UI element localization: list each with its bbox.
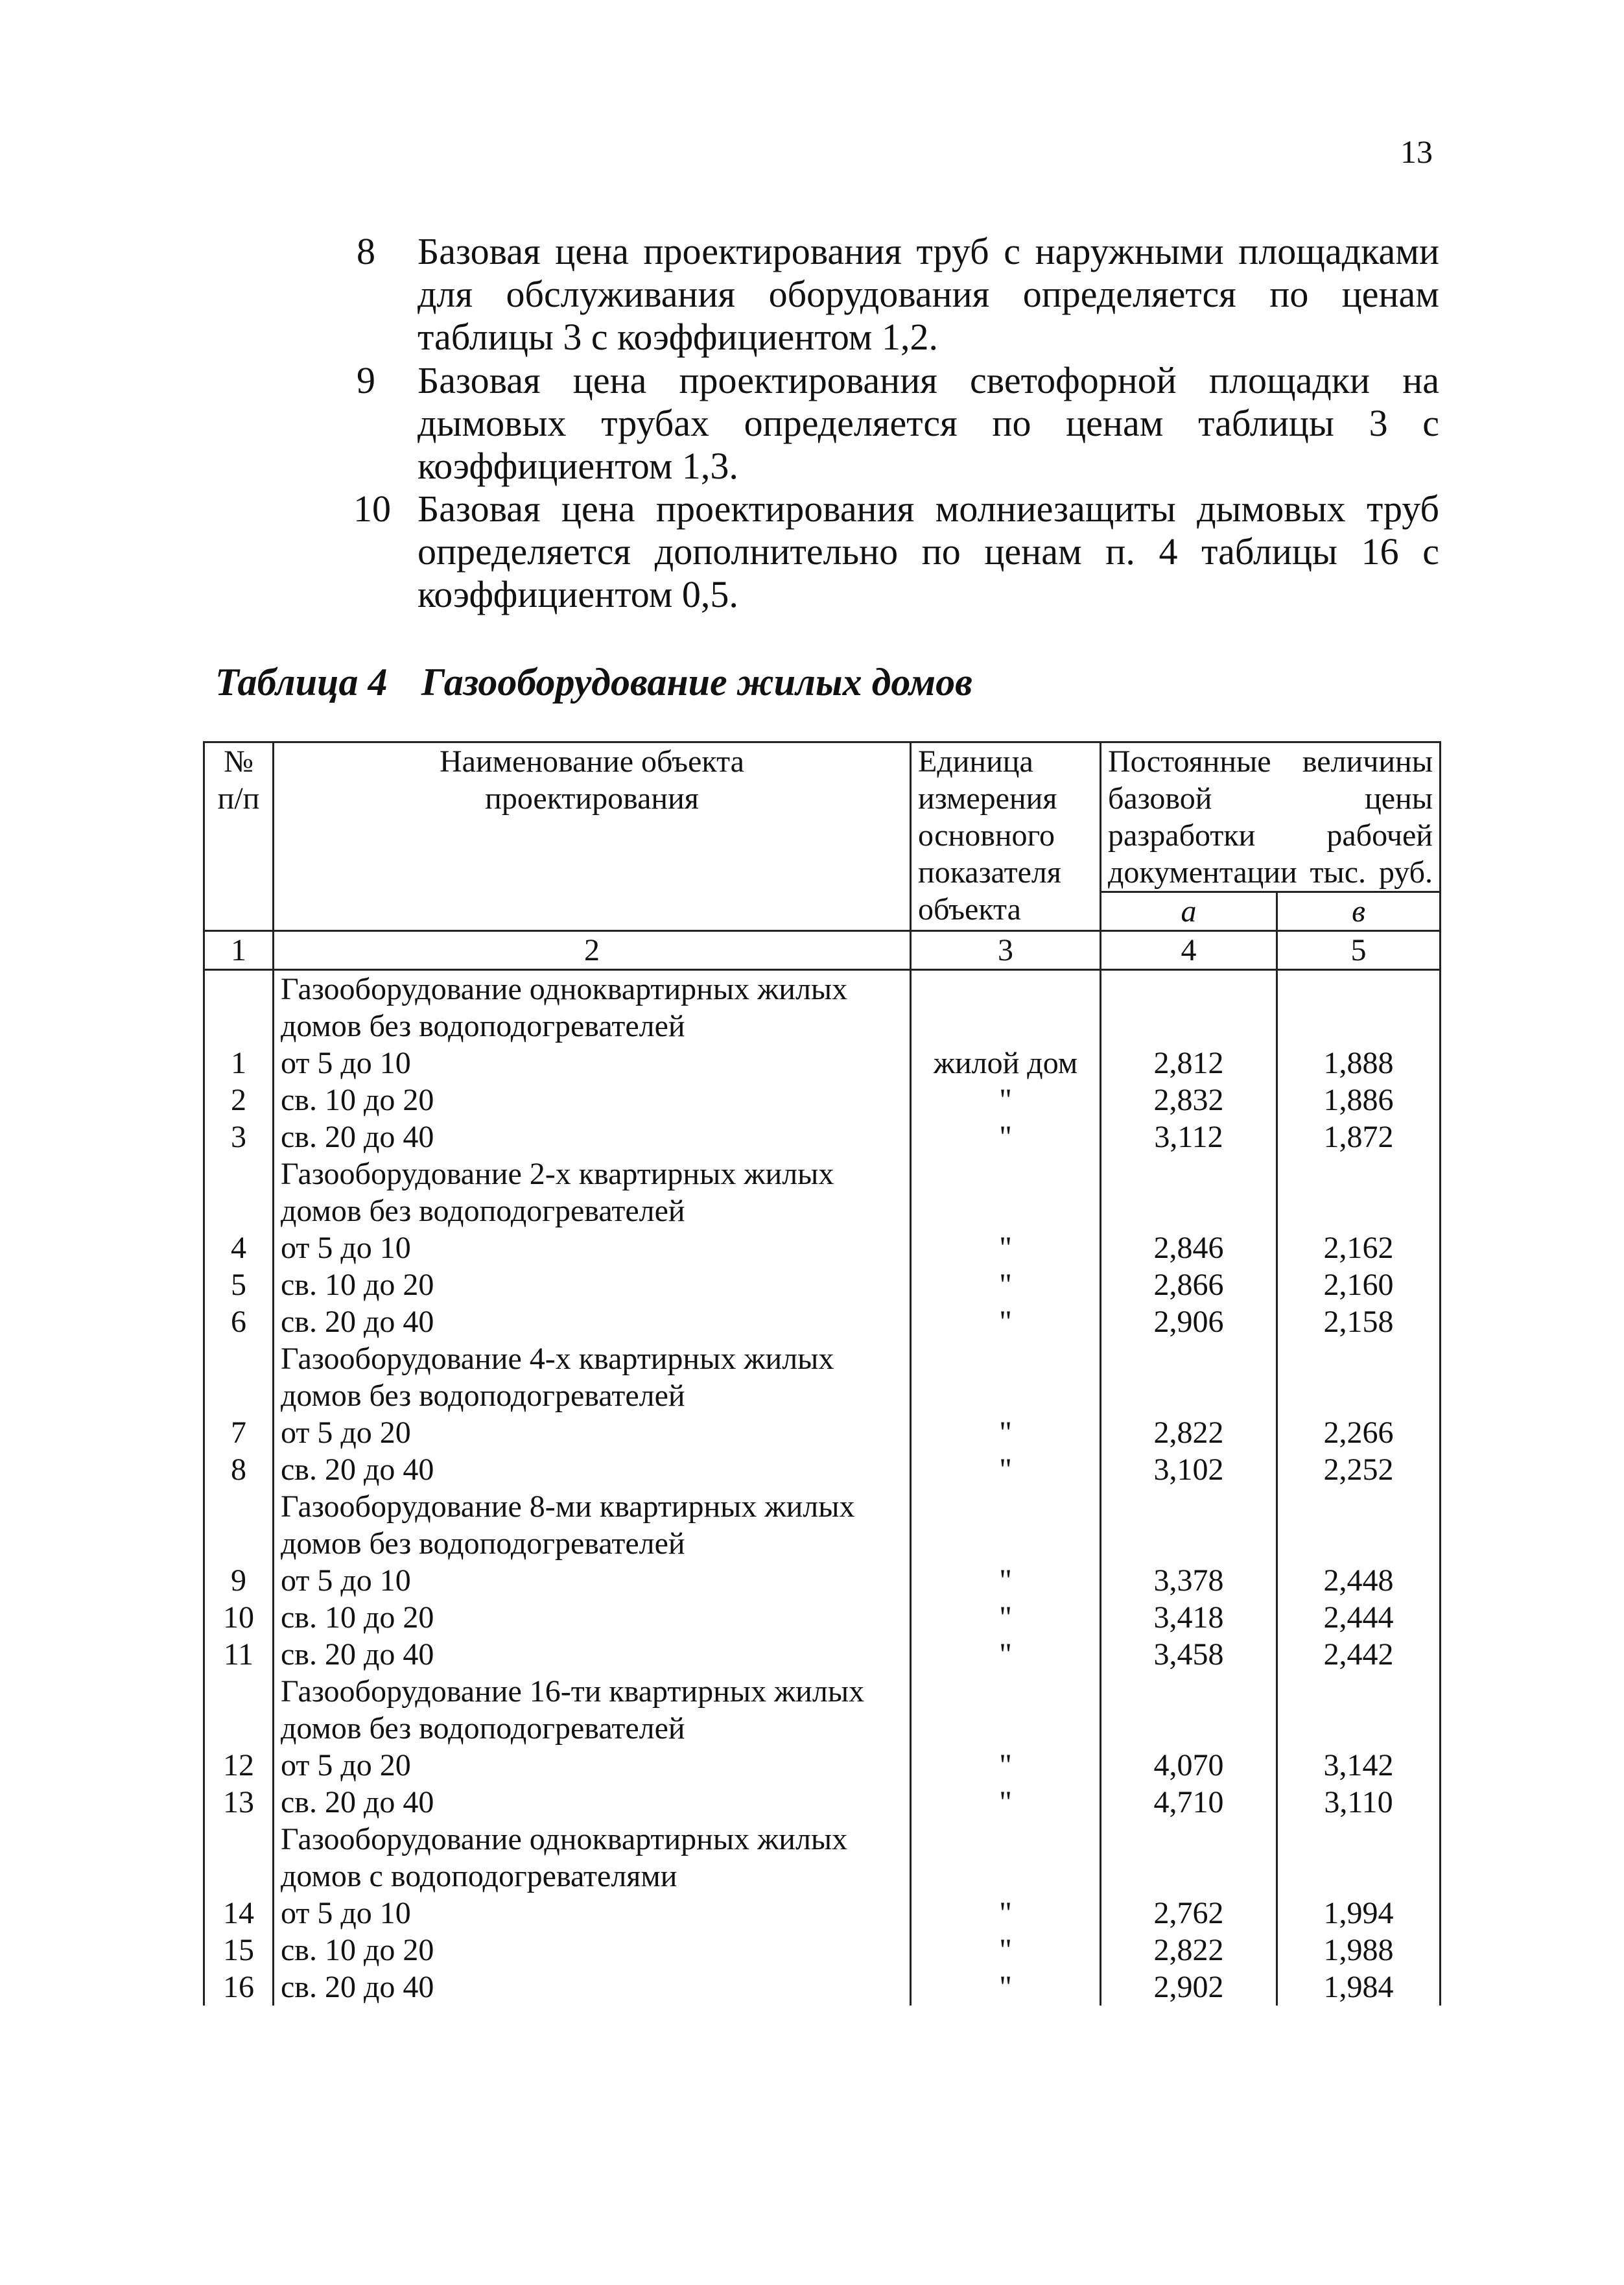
row-number xyxy=(204,970,274,1045)
row-value-a: 2,866 xyxy=(1101,1266,1277,1303)
row-name: св. 20 до 40 xyxy=(274,1303,911,1340)
table-row xyxy=(204,1636,1441,1673)
row-number: 7 xyxy=(204,1414,274,1451)
row-value-b: 1,994 xyxy=(1277,1895,1441,1932)
row-unit: " xyxy=(911,1119,1101,1155)
row-value-a: 2,906 xyxy=(1101,1303,1277,1340)
note-text: Базовая цена проектирования молниезащиты дымовых труб определяется дополнительно по ценам п. 4 таблицы 16 с коэффициентом 0,5. xyxy=(418,488,1439,615)
row-value-a: 2,822 xyxy=(1101,1414,1277,1451)
row-value-a: 3,418 xyxy=(1101,1599,1277,1636)
table-label: Таблица 4 xyxy=(215,661,388,704)
table-title: Газооборудование жилых домов xyxy=(421,661,972,704)
row-name: св. 10 до 20 xyxy=(274,1266,911,1303)
row-name: св. 20 до 40 xyxy=(274,1969,911,2006)
row-unit: " xyxy=(911,1414,1101,1451)
row-name: Газооборудование 16-ти квартирных жилых домов без водоподогревателей xyxy=(274,1673,911,1747)
table-row xyxy=(204,1932,1441,1969)
row-unit xyxy=(911,1155,1101,1229)
row-unit: " xyxy=(911,1636,1101,1673)
row-name: от 5 до 10 xyxy=(274,1562,911,1599)
row-name: св. 20 до 40 xyxy=(274,1636,911,1673)
row-value-a: 3,112 xyxy=(1101,1119,1277,1155)
table-row xyxy=(204,1747,1441,1784)
row-unit: " xyxy=(911,1229,1101,1266)
row-value-a xyxy=(1101,1340,1277,1414)
table-row xyxy=(204,1414,1441,1451)
row-value-b: 2,448 xyxy=(1277,1562,1441,1599)
table-row xyxy=(204,1266,1441,1303)
row-name: св. 20 до 40 xyxy=(274,1119,911,1155)
row-value-a: 3,102 xyxy=(1101,1451,1277,1488)
table-group-row xyxy=(204,1673,1441,1747)
table-row xyxy=(204,1895,1441,1932)
row-value-a: 3,458 xyxy=(1101,1636,1277,1673)
row-number: 16 xyxy=(204,1969,274,2006)
table-row xyxy=(204,1784,1441,1821)
table-row xyxy=(204,1451,1441,1488)
row-unit: " xyxy=(911,1895,1101,1932)
row-value-a xyxy=(1101,1155,1277,1229)
row-name: от 5 до 10 xyxy=(274,1895,911,1932)
row-value-a: 2,762 xyxy=(1101,1895,1277,1932)
table-caption xyxy=(215,660,972,705)
row-name: Газооборудование 2-х квартирных жилых домов без водоподогревателей xyxy=(274,1155,911,1229)
header-num: № п/п xyxy=(204,742,274,931)
col-index: 1 xyxy=(204,931,274,970)
col-index: 2 xyxy=(274,931,911,970)
row-number xyxy=(204,1488,274,1562)
row-value-b: 1,984 xyxy=(1277,1969,1441,2006)
row-number: 12 xyxy=(204,1747,274,1784)
row-value-a: 2,822 xyxy=(1101,1932,1277,1969)
header-values: Постоянные величины базовой цены разработки рабочей документации тыс. руб. xyxy=(1101,742,1441,892)
row-value-a: 2,846 xyxy=(1101,1229,1277,1266)
row-name: св. 10 до 20 xyxy=(274,1932,911,1969)
row-value-b: 2,442 xyxy=(1277,1636,1441,1673)
row-name: св. 10 до 20 xyxy=(274,1599,911,1636)
row-number xyxy=(204,1155,274,1229)
row-unit: " xyxy=(911,1562,1101,1599)
row-number xyxy=(204,1340,274,1414)
table-body xyxy=(204,970,1441,2006)
note-number: 10 xyxy=(353,488,391,530)
row-value-b: 3,110 xyxy=(1277,1784,1441,1821)
header-b: в xyxy=(1277,892,1441,931)
row-name: Газооборудование одноквартирных жилых домов без водоподогревателей xyxy=(274,970,911,1045)
row-number: 11 xyxy=(204,1636,274,1673)
row-value-b xyxy=(1277,1821,1441,1895)
row-unit: " xyxy=(911,1784,1101,1821)
row-value-b xyxy=(1277,970,1441,1045)
row-number: 9 xyxy=(204,1562,274,1599)
note-number: 9 xyxy=(357,359,375,401)
row-unit: жилой дом xyxy=(911,1045,1101,1082)
row-name: от 5 до 20 xyxy=(274,1414,911,1451)
row-value-b xyxy=(1277,1155,1441,1229)
header-a: а xyxy=(1101,892,1277,931)
table-group-row xyxy=(204,970,1441,1045)
col-index: 4 xyxy=(1101,931,1277,970)
row-value-a: 2,902 xyxy=(1101,1969,1277,2006)
row-name: св. 10 до 20 xyxy=(274,1082,911,1119)
table-row xyxy=(204,1045,1441,1082)
row-number: 10 xyxy=(204,1599,274,1636)
row-name: от 5 до 10 xyxy=(274,1045,911,1082)
row-value-b: 3,142 xyxy=(1277,1747,1441,1784)
table-row xyxy=(204,1119,1441,1155)
row-number: 13 xyxy=(204,1784,274,1821)
row-value-a: 3,378 xyxy=(1101,1562,1277,1599)
row-unit: " xyxy=(911,1932,1101,1969)
row-number: 5 xyxy=(204,1266,274,1303)
header-name: Наименование объекта проектирования xyxy=(274,742,911,931)
row-number: 3 xyxy=(204,1119,274,1155)
row-unit: " xyxy=(911,1266,1101,1303)
row-number: 14 xyxy=(204,1895,274,1932)
row-value-a: 4,070 xyxy=(1101,1747,1277,1784)
row-value-b: 1,872 xyxy=(1277,1119,1441,1155)
row-unit: " xyxy=(911,1599,1101,1636)
table-row xyxy=(204,1082,1441,1119)
page-number: 13 xyxy=(1400,134,1433,170)
row-value-b: 2,158 xyxy=(1277,1303,1441,1340)
row-value-b xyxy=(1277,1673,1441,1747)
row-unit: " xyxy=(911,1969,1101,2006)
note-text: Базовая цена проектирования труб с наружными площадками для обслуживания оборудования определяется по ценам таблицы 3 с коэффициентом 1,2. xyxy=(418,230,1439,358)
table-group-row xyxy=(204,1488,1441,1562)
row-value-b: 2,162 xyxy=(1277,1229,1441,1266)
table-group-row xyxy=(204,1821,1441,1895)
note-text: Базовая цена проектирования светофорной площадки на дымовых трубах определяется по ценам таблицы 3 с коэффициентом 1,3. xyxy=(418,359,1439,487)
row-name: Газооборудование 4-х квартирных жилых домов без водоподогревателей xyxy=(274,1340,911,1414)
row-name: Газооборудование одноквартирных жилых домов с водоподогревателями xyxy=(274,1821,911,1895)
row-value-b: 1,886 xyxy=(1277,1082,1441,1119)
note-number: 8 xyxy=(357,230,375,272)
row-value-a: 2,812 xyxy=(1101,1045,1277,1082)
col-index: 3 xyxy=(911,931,1101,970)
row-number: 8 xyxy=(204,1451,274,1488)
row-name: от 5 до 20 xyxy=(274,1747,911,1784)
row-value-b: 2,160 xyxy=(1277,1266,1441,1303)
table-group-row xyxy=(204,1340,1441,1414)
row-unit xyxy=(911,970,1101,1045)
row-value-a xyxy=(1101,1488,1277,1562)
row-unit: " xyxy=(911,1451,1101,1488)
row-value-b: 1,888 xyxy=(1277,1045,1441,1082)
row-number: 1 xyxy=(204,1045,274,1082)
row-value-a xyxy=(1101,970,1277,1045)
row-value-a: 4,710 xyxy=(1101,1784,1277,1821)
row-value-b: 2,444 xyxy=(1277,1599,1441,1636)
row-value-b xyxy=(1277,1340,1441,1414)
row-value-a xyxy=(1101,1673,1277,1747)
row-unit: " xyxy=(911,1303,1101,1340)
row-number: 15 xyxy=(204,1932,274,1969)
table-row xyxy=(204,1229,1441,1266)
row-name: св. 20 до 40 xyxy=(274,1784,911,1821)
row-unit: " xyxy=(911,1082,1101,1119)
header-unit: Единица измерения основного показателя объекта xyxy=(911,742,1101,931)
table-group-row xyxy=(204,1155,1441,1229)
row-name: от 5 до 10 xyxy=(274,1229,911,1266)
row-value-b xyxy=(1277,1488,1441,1562)
gas-equipment-table xyxy=(203,741,1441,2006)
row-number xyxy=(204,1821,274,1895)
row-value-a: 2,832 xyxy=(1101,1082,1277,1119)
row-unit xyxy=(911,1340,1101,1414)
table-row xyxy=(204,1562,1441,1599)
row-value-b: 1,988 xyxy=(1277,1932,1441,1969)
row-unit xyxy=(911,1821,1101,1895)
row-number: 6 xyxy=(204,1303,274,1340)
table-row xyxy=(204,1969,1441,2006)
row-value-b: 2,252 xyxy=(1277,1451,1441,1488)
row-name: Газооборудование 8-ми квартирных жилых домов без водоподогревателей xyxy=(274,1488,911,1562)
table-row xyxy=(204,1599,1441,1636)
row-unit xyxy=(911,1488,1101,1562)
row-number: 4 xyxy=(204,1229,274,1266)
row-name: св. 20 до 40 xyxy=(274,1451,911,1488)
col-index: 5 xyxy=(1277,931,1441,970)
row-value-b: 2,266 xyxy=(1277,1414,1441,1451)
row-number xyxy=(204,1673,274,1747)
row-unit: " xyxy=(911,1747,1101,1784)
table-row xyxy=(204,1303,1441,1340)
row-unit xyxy=(911,1673,1101,1747)
row-value-a xyxy=(1101,1821,1277,1895)
row-number: 2 xyxy=(204,1082,274,1119)
